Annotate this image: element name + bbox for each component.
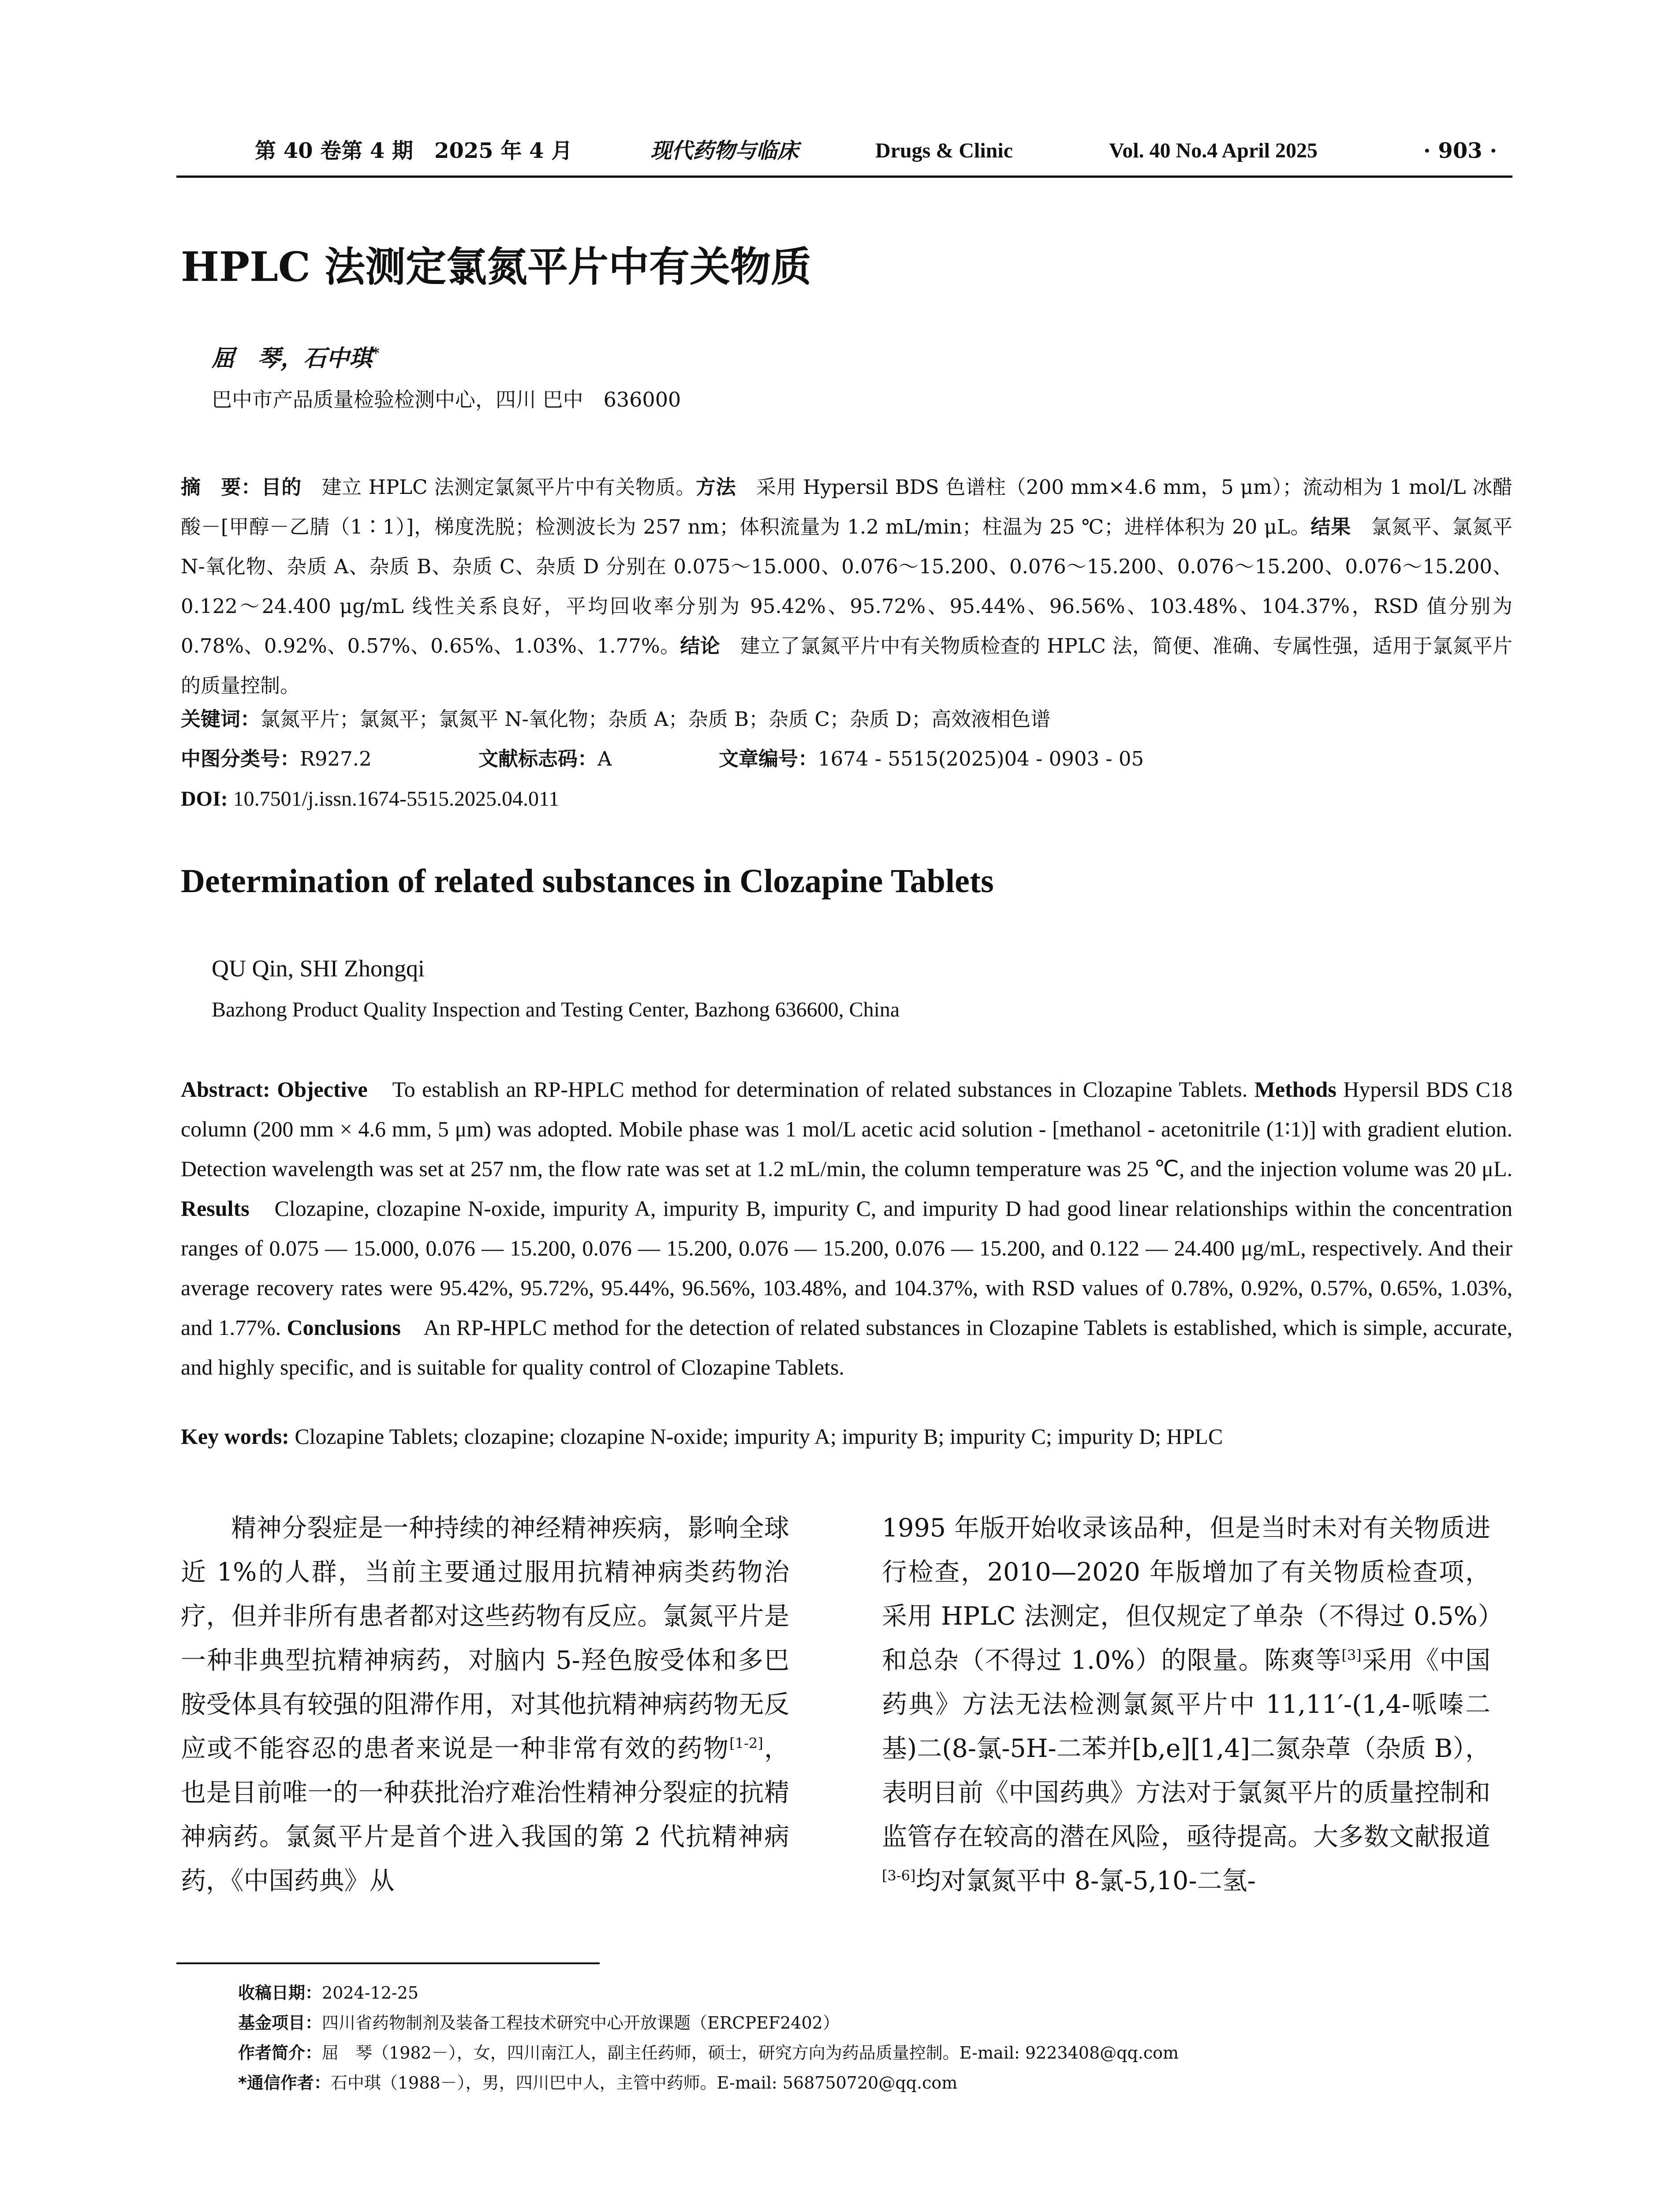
header-page-number: · 903 ·: [1423, 138, 1497, 163]
keywords-cn: 关键词：氯氮平片；氯氮平；氯氮平 N-氧化物；杂质 A；杂质 B；杂质 C；杂质 D；高效液相色谱: [181, 707, 1051, 731]
footnote-corresponding: *通信作者：石中琪（1988－），男，四川巴中人，主管中药师。E-mail: 568750720@qq.com: [238, 2073, 958, 2093]
classification-clc: 中图分类号：R927.2: [181, 747, 372, 770]
title-cn: HPLC 法测定氯氮平片中有关物质: [181, 243, 812, 291]
footnote-author: 作者简介：屈 琴（1982－），女，四川南江人，副主任药师，硕士，研究方向为药品质量控制。E-mail: 9223408@qq.com: [238, 2043, 1179, 2063]
authors-cn: 屈 琴，石中琪*: [212, 344, 380, 372]
header-issue-en: Vol. 40 No.4 April 2025: [1109, 139, 1318, 162]
header-journal-en: Drugs & Clinic: [875, 139, 1013, 162]
citation-ref[interactable]: [3-6]: [882, 1867, 916, 1884]
doi: DOI: 10.7501/j.issn.1674-5515.2025.04.011: [181, 787, 560, 811]
body-column-right: 1995 年版开始收录该品种，但是当时未对有关物质进行检查，2010—2020 年版增加了有关物质检查项，采用 HPLC 法测定，但仅规定了单杂（不得过 0.5%）和总杂（不得过 1.0%）的限量。陈爽等[3]采用《中国药典》方法无法检测氯氮平片中 11,11′-(1,4-哌嗪二基)二(8-氯-5H-二苯并[b,e][1,4]二氮杂䓬（杂质 B），表明目前《中国药典》方法对于氯氮平片的质量控制和监管存在较高的潜在风险，亟待提高。大多数文献报道[3-6]均对氯氮平中 8-氯-5,10-二氢-: [882, 1514, 1490, 1895]
footnote-rule: [176, 1962, 600, 1964]
abstract-cn: 摘 要：目的 建立 HPLC 法测定氯氮平片中有关物质。方法 采用 Hypersil BDS 色谱柱（200 mm×4.6 mm，5 μm）；流动相为 1 mol/L 冰醋酸－[甲醇－乙腈（1∶1）]，梯度洗脱；检测波长为 257 nm；体积流量为 1.2 mL/min；柱温为 25 ℃；进样体积为 20 μL。结果 氯氮平、氯氮平 N-氧化物、杂质 A、杂质 B、杂质 C、杂质 D 分别在 0.075～15.000、0.076～15.200、0.076～15.200、0.076～15.200、0.076～15.200、0.122～24.400 μg/mL 线性关系良好，平均回收率分别为 95.42%、95.72%、95.44%、96.56%、103.48%、104.37%，RSD 值分别为 0.78%、0.92%、0.57%、0.65%、1.03%、1.77%。结论 建立了氯氮平片中有关物质检查的 HPLC 法，简便、准确、专属性强，适用于氯氮平片的质量控制。: [181, 475, 1512, 697]
body-column-left: 精神分裂症是一种持续的神经精神疾病，影响全球近 1%的人群，当前主要通过服用抗精神病类药物治疗，但并非所有患者都对这些药物有反应。氯氮平片是一种非典型抗精神病药，对脑内 5-羟色胺受体和多巴胺受体具有较强的阻滞作用，对其他抗精神病药物无反应或不能容忍的患者来说是一种非常有效的药物[1-2]，也是目前唯一的一种获批治疗难治性精神分裂症的抗精神病药。氯氮平片是首个进入我国的第 2 代抗精神病药，《中国药典》从: [181, 1514, 789, 1895]
keywords-en: Key words: Clozapine Tablets; clozapine; clozapine N-oxide; impurity A; impurity B; impurity C; impurity D; HPLC: [181, 1424, 1223, 1449]
header-journal-cn: 现代药物与临床: [650, 138, 799, 163]
affiliation-cn: 巴中市产品质量检验检测中心，四川 巴中 636000: [212, 388, 681, 411]
abstract-en: Abstract: Objective To establish an RP-HPLC method for determination of related substances in Clozapine Tablets. Methods Hypersil BDS C18 column (200 mm × 4.6 mm, 5 μm) was adopted. Mobile phase was 1 mol/L acetic acid solution - [methanol - acetonitrile (1∶1)] with gradient elution. Detection wavelength was set at 257 nm, the flow rate was set at 1.2 mL/min, the column temperature was 25 ℃, and the injection volume was 20 μL. Results Clozapine, clozapine N-oxide, impurity A, impurity B, impurity C, and impurity D had good linear relationships within the concentration ranges of 0.075 — 15.000, 0.076 — 15.200, 0.076 — 15.200, 0.076 — 15.200, 0.076 — 15.200, and 0.122 — 24.400 μg/mL, respectively. And their average recovery rates were 95.42%, 95.72%, 95.44%, 96.56%, 103.48%, and 104.37%, with RSD values of 0.78%, 0.92%, 0.57%, 0.65%, 1.03%, and 1.77%. Conclusions An RP-HPLC method for the detection of related substances in Clozapine Tablets is established, which is simple, accurate, and highly specific, and is suitable for quality control of Clozapine Tablets.: [181, 1077, 1513, 1379]
citation-ref[interactable]: [1-2]: [729, 1735, 763, 1752]
footnote-received: 收稿日期：2024-12-25: [238, 1983, 419, 2003]
classification-doc-code: 文献标志码：A: [478, 747, 612, 770]
footnote-fund: 基金项目：四川省药物制剂及装备工程技术研究中心开放课题（ERCPEF2402）: [238, 2013, 840, 2033]
classification-article-number: 文章编号：1674 - 5515(2025)04 - 0903 - 05: [719, 747, 1144, 770]
citation-ref[interactable]: [3]: [1341, 1647, 1362, 1663]
authors-en: QU Qin, SHI Zhongqi: [212, 955, 425, 982]
header-rule: [176, 176, 1512, 178]
title-en: Determination of related substances in Clozapine Tablets: [181, 863, 994, 900]
affiliation-en: Bazhong Product Quality Inspection and Testing Center, Bazhong 636600, China: [212, 998, 900, 1021]
header-issue-cn: 第 40 卷第 4 期 2025 年 4 月: [255, 138, 573, 163]
